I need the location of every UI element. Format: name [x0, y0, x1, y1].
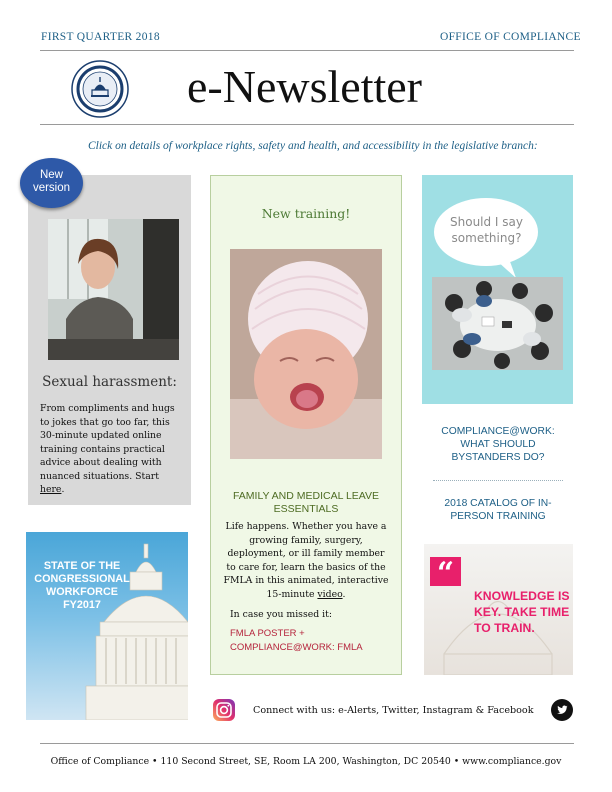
quarter-label: FIRST QUARTER 2018 [41, 31, 160, 43]
subtitle: Click on details of workplace rights, safety and health, and accessibility in the legislative branch: [88, 140, 538, 152]
baby-photo [230, 249, 382, 459]
footer-rule [40, 743, 574, 744]
right-divider [433, 480, 563, 481]
new-version-badge: New version [20, 158, 83, 208]
harassment-body: From compliments and hugs to jokes that go too far, this 30-minute updated online training contains practical advice about dealing with nuanced situations. Start here. [40, 403, 175, 495]
sexual-harassment-card[interactable] [28, 175, 191, 505]
fmla-training-card[interactable] [210, 175, 402, 675]
footer-address: Office of Compliance • 110 Second Street, SE, Room LA 200, Washington, DC 20540 • www.compliance.gov [50, 756, 562, 767]
fmla-video-link[interactable]: video [317, 588, 343, 600]
page-title: e-Newsletter [187, 61, 422, 112]
header-rule-top [40, 50, 574, 51]
fmla-body: Life happens. Whether you have a growing family, surgery, deployment, or ill family member to care for, learn the basics of the FMLA in this animated, interactive 15-minute video. [223, 521, 389, 600]
missed-it-label: In case you missed it: [230, 609, 332, 620]
instagram-icon[interactable] [213, 699, 235, 721]
header-rule-bottom [40, 124, 574, 125]
harassment-start-link[interactable]: here [40, 484, 62, 495]
quote-icon: “ [430, 557, 461, 586]
knowledge-card[interactable] [424, 544, 573, 675]
bystanders-link[interactable]: COMPLIANCE@WORK: WHAT SHOULD BYSTANDERS DO? [441, 426, 555, 463]
state-of-workforce-text: STATE OF THE CONGRESSIONAL WORKFORCE FY2017 [34, 560, 130, 611]
harassment-photo [48, 219, 179, 360]
office-label: OFFICE OF COMPLIANCE [440, 31, 581, 43]
fmla-poster-link[interactable]: FMLA POSTER + COMPLIANCE@WORK: FMLA [230, 628, 363, 653]
catalog-link[interactable]: 2018 CATALOG OF IN-PERSON TRAINING [444, 498, 552, 522]
new-training-heading: New training! [261, 206, 351, 221]
bystanders-card[interactable] [422, 175, 573, 404]
connect-text: Connect with us: e-Alerts, Twitter, Instagram & Facebook [253, 705, 534, 716]
speech-bubble [434, 196, 539, 266]
speech-bubble-text: Should I say something? [450, 215, 523, 245]
harassment-heading: Sexual harassment: [42, 374, 177, 390]
office-seal-icon [71, 60, 129, 118]
twitter-icon[interactable] [551, 699, 573, 721]
meeting-photo [432, 277, 563, 370]
fmla-caption: FAMILY AND MEDICAL LEAVE ESSENTIALS [232, 490, 380, 515]
state-of-workforce-card[interactable] [26, 532, 188, 720]
knowledge-text: KNOWLEDGE IS KEY. TAKE TIME TO TRAIN. [474, 589, 570, 635]
